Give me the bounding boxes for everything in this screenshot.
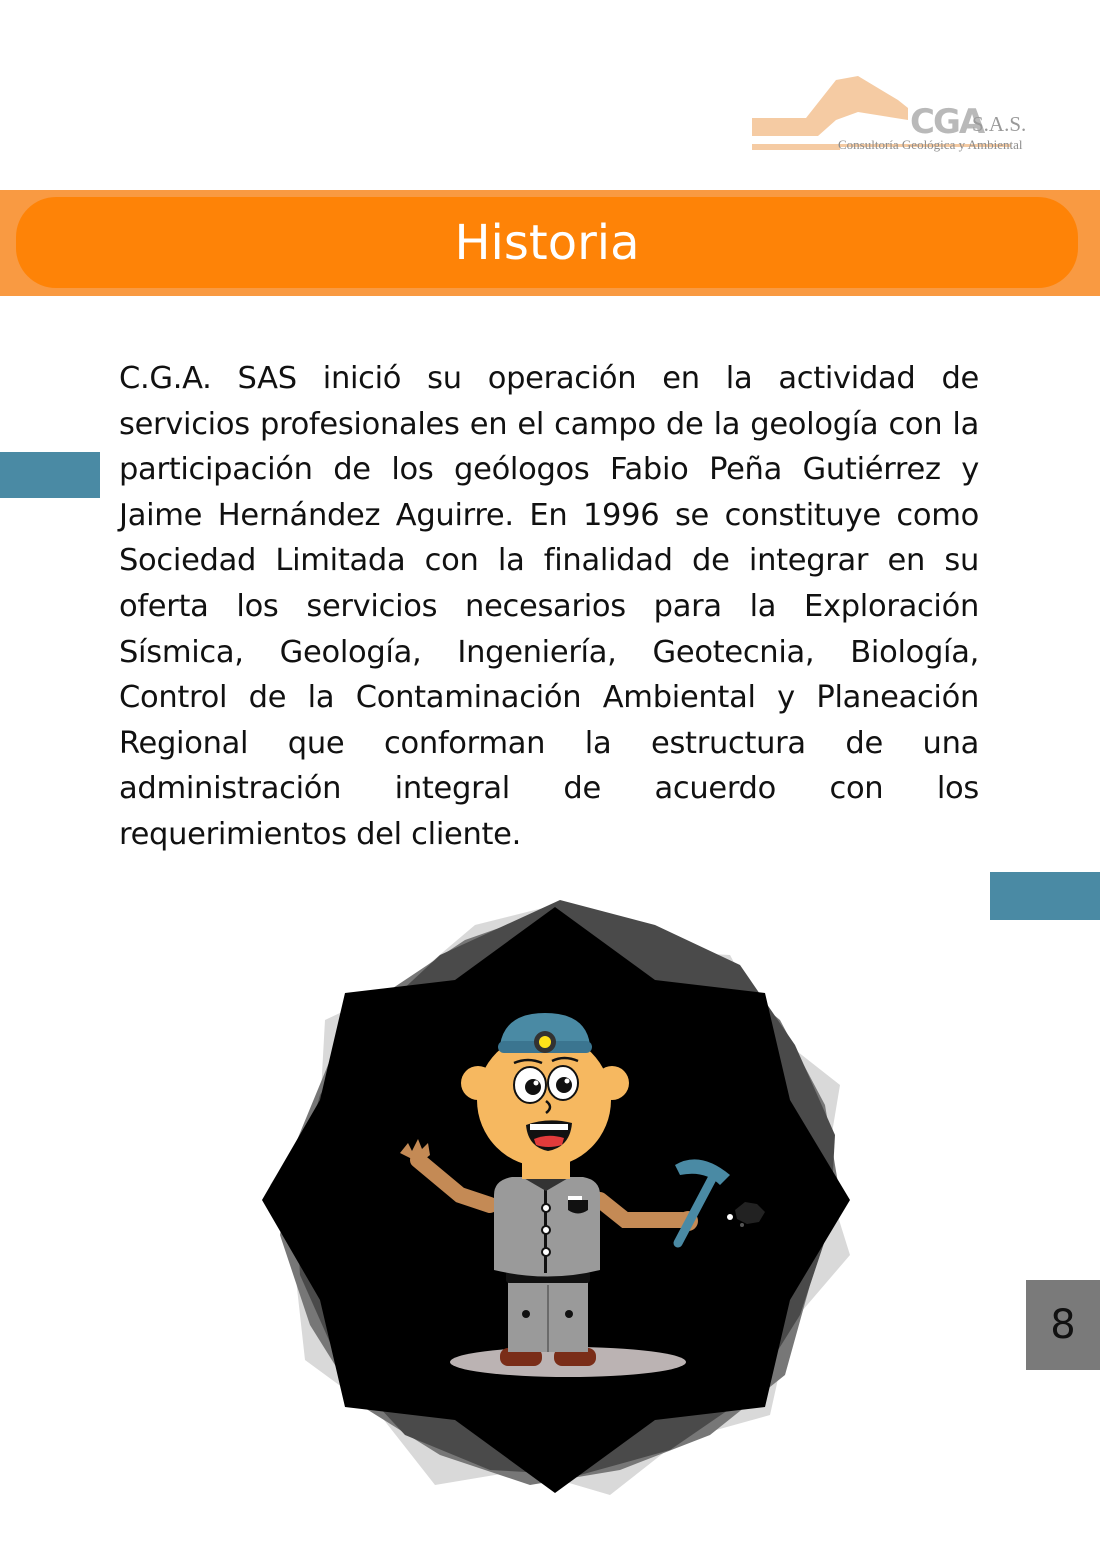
page-title: Historia (454, 214, 640, 271)
right-accent-tab (990, 872, 1100, 920)
logo-text-cga: CGA (910, 102, 984, 142)
page-number-box (1026, 1280, 1100, 1370)
history-paragraph: C.G.A. SAS inició su operación en la actividad de servicios profesionales en el campo de la geología con la participación de los geólogos Fabio Peña Gutiérrez y Jaime Hernández Aguirre. En 1996 se constituye como Sociedad Limitada con la finalidad de integrar en su oferta los servicios necesarios para la Exploración Sísmica, Geología, Ingeniería, Geotecnia, Biología, Control de la Contaminación Ambiental y Planeación Regional que conforman la estructura de una administración integral de acuerdo con los requerimientos del cliente. (119, 361, 979, 852)
page-number: 8 (1050, 1302, 1076, 1348)
logo-tagline: Consultoría Geológica y Ambiental (838, 137, 1023, 152)
logo-text-sas: S.A.S. (972, 112, 1027, 136)
left-accent-tab (0, 452, 100, 498)
title-pill (16, 197, 1078, 288)
geologist-illustration (250, 895, 860, 1505)
